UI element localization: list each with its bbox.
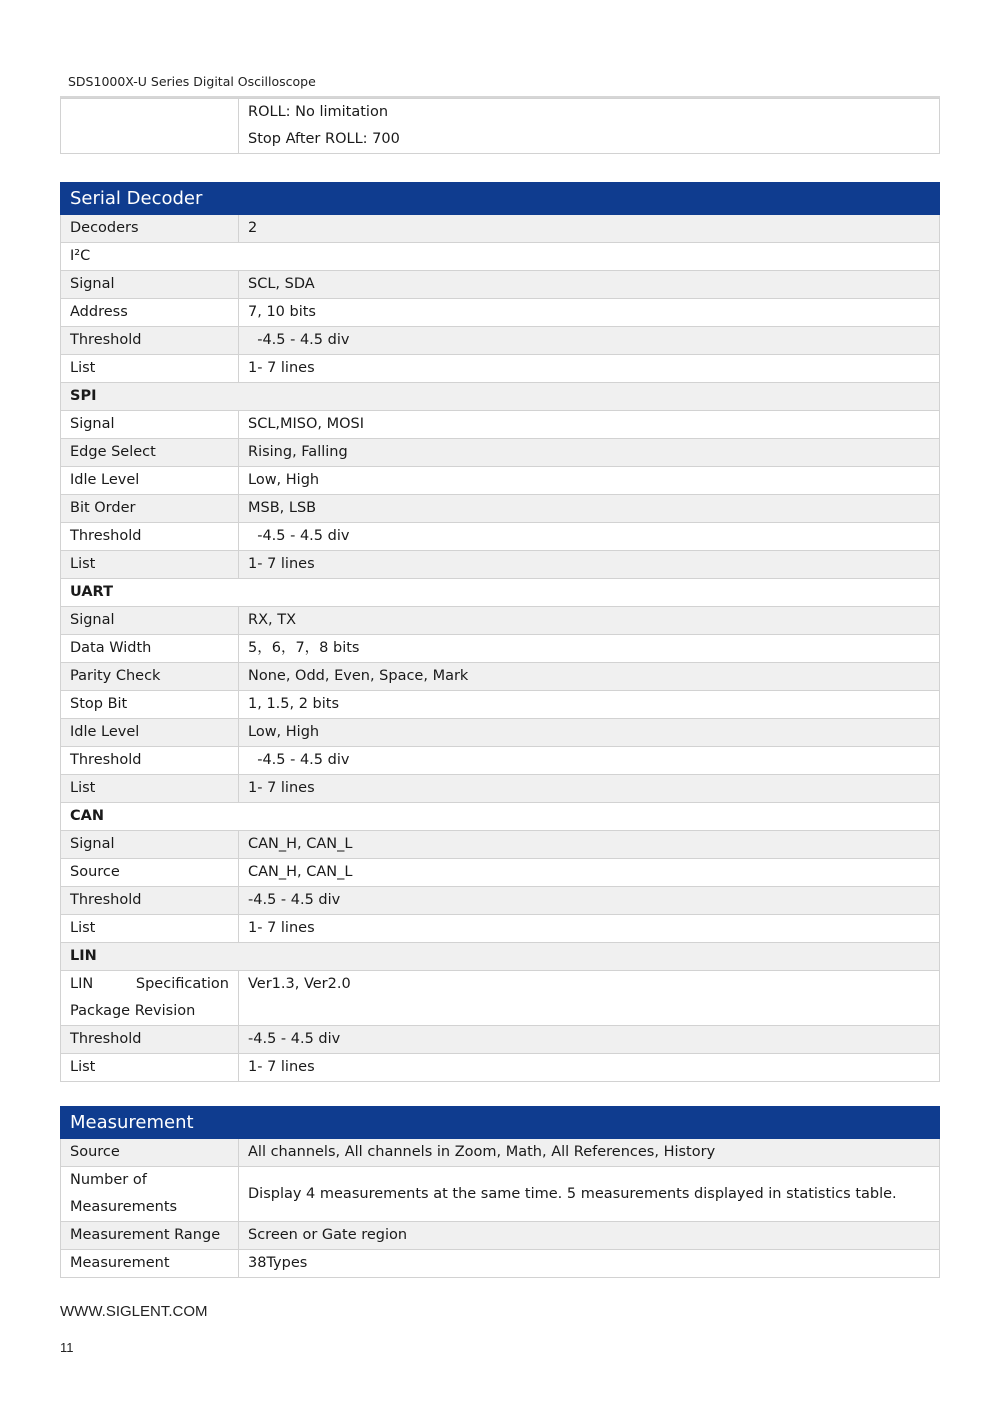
table-row — [61, 775, 940, 803]
row-label: Signal — [61, 271, 239, 299]
can-title: CAN — [61, 803, 940, 831]
row-value: 2 — [239, 215, 940, 243]
empty-cell — [61, 99, 239, 154]
row-value: -4.5 - 4.5 div — [239, 887, 940, 915]
row-label: List — [61, 551, 239, 579]
row-label: List — [61, 915, 239, 943]
row-label: Signal — [61, 411, 239, 439]
row-label: Address — [61, 299, 239, 327]
row-value: 38Types — [239, 1250, 940, 1278]
table-row — [61, 747, 940, 775]
row-label: Idle Level — [61, 719, 239, 747]
roll-limit-text: ROLL: No limitation — [248, 104, 389, 120]
table-row — [61, 1222, 940, 1250]
subsection-row — [61, 803, 940, 831]
serial-decoder-table — [60, 182, 940, 1082]
table-row — [61, 607, 940, 635]
row-value: -4.5 - 4.5 div — [239, 327, 940, 355]
table-row — [61, 1167, 940, 1222]
table-row — [61, 271, 940, 299]
subsection-row — [61, 243, 940, 271]
table-row — [61, 663, 940, 691]
row-value: MSB, LSB — [239, 495, 940, 523]
row-value: 5，6，7，8 bits — [239, 635, 940, 663]
row-value: 1- 7 lines — [239, 775, 940, 803]
row-label: Data Width — [61, 635, 239, 663]
row-value: SCL, SDA — [239, 271, 940, 299]
i2c-title: I²C — [61, 243, 940, 271]
row-label: Decoders — [61, 215, 239, 243]
subsection-row — [61, 943, 940, 971]
page-number: 11 — [60, 1340, 74, 1355]
table-row — [61, 215, 940, 243]
table-row — [61, 859, 940, 887]
document-header-title: SDS1000X-U Series Digital Oscilloscope — [68, 74, 316, 89]
row-label: Threshold — [61, 523, 239, 551]
package-revision-label: Package Revision — [70, 1003, 196, 1019]
table-row — [61, 971, 940, 1026]
row-label-line-2: Measurements — [70, 1199, 178, 1215]
serial-decoder-title: Serial Decoder — [61, 183, 940, 215]
table-row — [61, 1026, 940, 1054]
row-label: Measurement Range — [61, 1222, 239, 1250]
row-label: Edge Select — [61, 439, 239, 467]
row-label: Threshold — [61, 1026, 239, 1054]
number-of-measurements-label-cell — [61, 1167, 239, 1222]
lin-spec-label-cell — [61, 971, 239, 1026]
spi-title: SPI — [61, 383, 940, 411]
table-row — [61, 831, 940, 859]
subsection-row — [61, 383, 940, 411]
table-row — [61, 719, 940, 747]
row-value: RX, TX — [239, 607, 940, 635]
row-value: 1- 7 lines — [239, 551, 940, 579]
section-header — [61, 183, 940, 215]
table-row — [61, 1250, 940, 1278]
row-value: All channels, All channels in Zoom, Math, All References, History — [239, 1139, 940, 1167]
table-row — [61, 439, 940, 467]
table-row — [61, 551, 940, 579]
row-value: 1- 7 lines — [239, 355, 940, 383]
row-label: List — [61, 1054, 239, 1082]
row-value: CAN_H, CAN_L — [239, 859, 940, 887]
table-row — [61, 887, 940, 915]
table-row — [61, 495, 940, 523]
row-label: List — [61, 355, 239, 383]
row-value: CAN_H, CAN_L — [239, 831, 940, 859]
row-value: Screen or Gate region — [239, 1222, 940, 1250]
row-label: Parity Check — [61, 663, 239, 691]
row-label: Threshold — [61, 327, 239, 355]
table-row — [61, 467, 940, 495]
footer-website: WWW.SIGLENT.COM — [60, 1303, 208, 1320]
row-value: 7, 10 bits — [239, 299, 940, 327]
row-label-line-1: Number of — [70, 1172, 147, 1188]
row-label: Stop Bit — [61, 691, 239, 719]
row-value: Rising, Falling — [239, 439, 940, 467]
row-value: None, Odd, Even, Space, Mark — [239, 663, 940, 691]
subsection-row — [61, 579, 940, 607]
row-value: 1- 7 lines — [239, 1054, 940, 1082]
row-label: Signal — [61, 607, 239, 635]
table-row — [61, 1054, 940, 1082]
spec-label-word: Specification — [135, 976, 229, 992]
stop-after-roll-text: Stop After ROLL: 700 — [248, 131, 400, 147]
row-label: Source — [61, 1139, 239, 1167]
measurement-table — [60, 1106, 940, 1278]
section-header — [61, 1107, 940, 1139]
table-row — [61, 523, 940, 551]
uart-title: UART — [61, 579, 940, 607]
table-row — [61, 691, 940, 719]
row-label: Idle Level — [61, 467, 239, 495]
table-row — [61, 299, 940, 327]
row-label: List — [61, 775, 239, 803]
table-row — [61, 1139, 940, 1167]
table-row — [61, 635, 940, 663]
row-label: Measurement — [61, 1250, 239, 1278]
row-value: SCL,MISO, MOSI — [239, 411, 940, 439]
row-value: -4.5 - 4.5 div — [239, 1026, 940, 1054]
row-value: 1- 7 lines — [239, 915, 940, 943]
row-value: -4.5 - 4.5 div — [239, 523, 940, 551]
lin-label-word: LIN — [70, 976, 94, 992]
measurement-title: Measurement — [61, 1107, 940, 1139]
table-row — [61, 327, 940, 355]
lin-title: LIN — [61, 943, 940, 971]
roll-values-cell — [239, 99, 940, 154]
roll-continuation-table — [60, 98, 940, 154]
row-value: Ver1.3, Ver2.0 — [239, 971, 940, 1026]
row-value: Low, High — [239, 467, 940, 495]
row-label: Bit Order — [61, 495, 239, 523]
row-value: 1, 1.5, 2 bits — [239, 691, 940, 719]
row-value: Low, High — [239, 719, 940, 747]
table-row — [61, 915, 940, 943]
row-label: Threshold — [61, 747, 239, 775]
row-label: Signal — [61, 831, 239, 859]
row-value: Display 4 measurements at the same time. 5 measurements displayed in statistics table. — [239, 1167, 940, 1222]
table-row — [61, 99, 940, 154]
row-value: -4.5 - 4.5 div — [239, 747, 940, 775]
row-label: Source — [61, 859, 239, 887]
table-row — [61, 411, 940, 439]
row-label: Threshold — [61, 887, 239, 915]
table-row — [61, 355, 940, 383]
